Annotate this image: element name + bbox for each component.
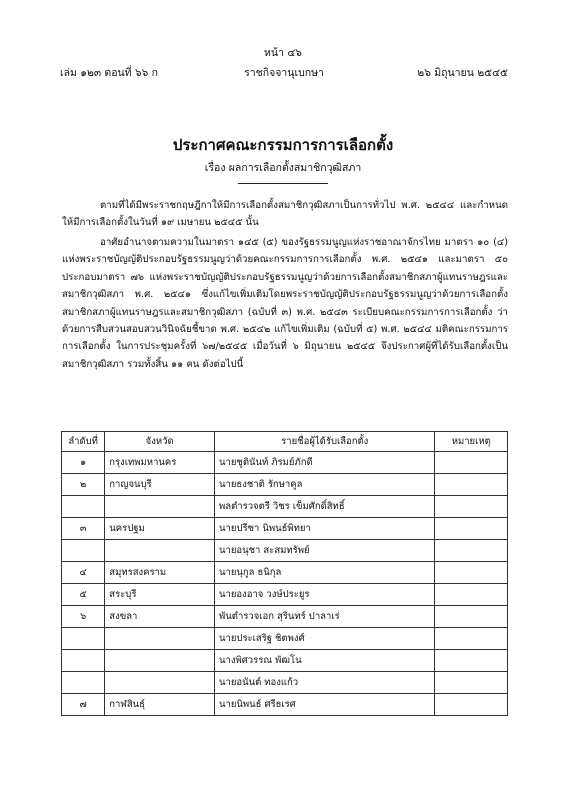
table-row [62,540,508,562]
publish-date: ๒๖ มิถุนายน ๒๕๔๕ [417,67,508,79]
row-no: ๒ [62,474,105,496]
row-province: สงขลา [105,606,215,628]
row-no: ๓ [62,518,105,540]
row-province: สมุทรสงคราม [105,562,215,584]
table-row [62,452,508,474]
title-divider [238,183,328,184]
row-name: นายประเสริฐ ชิตพงศ์ [215,628,435,650]
col-header-no: ลำดับที่ [62,432,105,452]
table-row [62,650,508,672]
row-no: ๔ [62,562,105,584]
row-note [435,606,508,628]
row-no [62,672,105,694]
row-name: นายนิพนธ์ ศรีธเรศ [215,694,435,716]
row-no [62,496,105,518]
row-province: นครปฐม [105,518,215,540]
page-number: หน้า ๔๖ [264,47,302,59]
row-name: นายอนุชา สะสมทรัพย์ [215,540,435,562]
col-header-note: หมายเหตุ [435,432,508,452]
table-row [62,606,508,628]
row-note [435,540,508,562]
row-note [435,694,508,716]
table-row [62,518,508,540]
paragraph-1: ตามที่ได้มีพระราชกฤษฎีกาให้มีการเลือกตั้งสมาชิกวุฒิสภาเป็นการทั่วไป พ.ศ. ๒๕๔๔ และกำหนดให้มีการเลือกตั้งในวันที่ ๑๙ เมษายน ๒๕๔๕ นั้น [62,200,508,229]
row-note [435,518,508,540]
row-note [435,628,508,650]
table-row [62,562,508,584]
row-note [435,584,508,606]
row-note [435,650,508,672]
row-no: ๗ [62,694,105,716]
row-no [62,540,105,562]
row-name: นายอนันต์ ทองแก้ว [215,672,435,694]
announcement-title: ประกาศคณะกรรมการการเลือกตั้ง [172,136,394,154]
row-name: นายปรีชา นิพนธ์พิทยา [215,518,435,540]
row-name: นายองอาจ วงษ์ประยูร [215,584,435,606]
volume-issue: เล่ม ๑๒๓ ตอนที่ ๖๖ ก [60,67,158,79]
table-row [62,672,508,694]
row-note [435,474,508,496]
row-name: นายธงชาติ รักษาคูล [215,474,435,496]
table-row [62,474,508,496]
col-header-province: จังหวัด [105,432,215,452]
row-note [435,562,508,584]
row-name: นางพิศวรรณ พัฒโน [215,650,435,672]
row-province: กาญจนบุรี [105,474,215,496]
paragraph-2: อาศัยอำนาจตามความในมาตรา ๑๔๕ (๕) ของรัฐธรรมนูญแห่งราชอาณาจักรไทย มาตรา ๑๐ (๔) แห่งพระราชบัญญัติประกอบรัฐธรรมนูญว่าด้วยคณะกรรมการการเลือกตั้ง พ.ศ. ๒๕๔๑ และมาตรา ๕๐ ประกอบมาตรา ๗๖ แห่งพระราชบัญญัติประกอบรัฐธรรมนูญว่าด้วยการเลือกตั้งสมาชิกสภาผู้แทนราษฎรและสมาชิกวุฒิสภา พ.ศ. ๒๕๔๑ ซึ่งแก้ไขเพิ่มเติมโดยพระราชบัญญัติประกอบรัฐธรรมนูญว่าด้วยการเลือกตั้งสมาชิกสภาผู้แทนราษฎรและสมาชิกวุฒิสภา (ฉบับที่ ๓) พ.ศ. ๒๕๔๓ ระเบียบคณะกรรมการการเลือกตั้ง ว่าด้วยการสืบสวนสอบสวนวินิจฉัยชี้ขาด พ.ศ. ๒๕๔๒ แก้ไขเพิ่มเติม (ฉบับที่ ๕) พ.ศ. ๒๕๔๔ มติคณะกรรมการการเลือกตั้ง ในการประชุมครั้งที่ ๖๗/๒๕๔๕ เมื่อวันที่ ๖ มิถุนายน ๒๕๔๕ จึงประกาศผู้ที่ได้รับเลือกตั้งเป็นสมาชิกวุฒิสภา รวมทั้งสิ้น ๑๑ คน ดังต่อไปนี้ [62,237,508,370]
row-note [435,672,508,694]
row-no: ๖ [62,606,105,628]
row-no: ๑ [62,452,105,474]
row-province [105,540,215,562]
row-province: กรุงเทพมหานคร [105,452,215,474]
row-name: นายชูตินันท์ ภิรมย์ภักดี [215,452,435,474]
row-note [435,496,508,518]
row-province [105,650,215,672]
announcement-subject: เรื่อง ผลการเลือกตั้งสมาชิกวุฒิสภา [204,162,362,174]
table-row [62,584,508,606]
elected-senators-table [61,431,508,716]
col-header-name: รายชื่อผู้ได้รับเลือกตั้ง [215,432,435,452]
row-no [62,628,105,650]
row-province [105,672,215,694]
row-province [105,496,215,518]
gazette-name: ราชกิจจานุเบกษา [244,67,324,79]
table-row [62,496,508,518]
row-no [62,650,105,672]
row-province: กาฬสินธุ์ [105,694,215,716]
row-name: พลตำรวจตรี วิชร เข็มศักดิ์สิทธิ์ [215,496,435,518]
row-province: สระบุรี [105,584,215,606]
table-row [62,628,508,650]
row-name: นายนุกูล ธนิกุล [215,562,435,584]
table-header-row [62,432,508,452]
row-name: พันตำรวจเอก สุรินทร์ ปาลาเร่ [215,606,435,628]
row-note [435,452,508,474]
row-no: ๕ [62,584,105,606]
table-row [62,694,508,716]
row-province [105,628,215,650]
